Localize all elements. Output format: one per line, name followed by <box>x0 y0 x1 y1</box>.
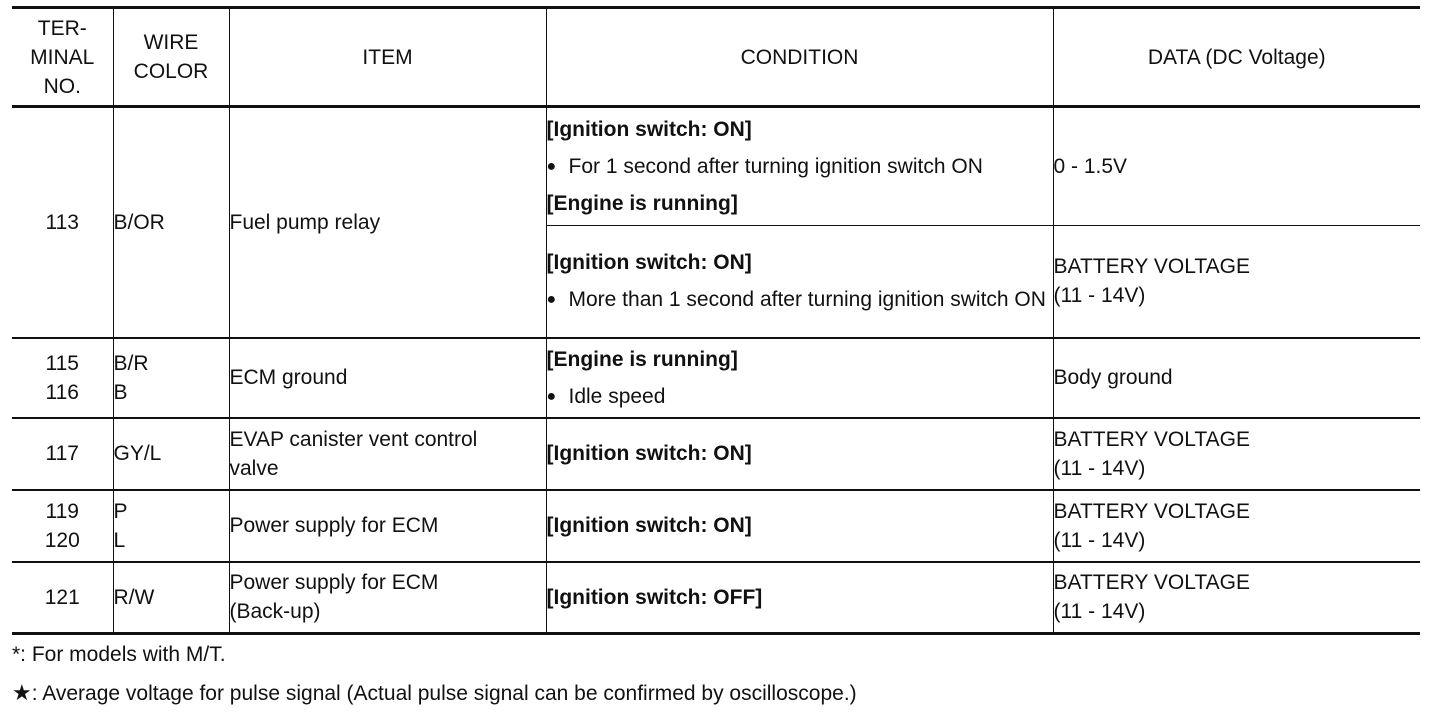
table-row <box>12 338 1420 418</box>
data-cell: BATTERY VOLTAGE (11 - 14V) <box>1053 490 1420 562</box>
bullet-dot-icon: ● <box>546 291 557 309</box>
table-footnotes <box>12 640 857 709</box>
condition-title: [Engine is running] <box>546 347 738 371</box>
wire-color-cell: R/W <box>113 562 229 634</box>
footnote-star: ★: Average voltage for pulse signal (Actual pulse signal can be confirmed by oscilloscope.) <box>12 680 857 705</box>
condition-bullet: ● More than 1 second after turning ignition switch ON <box>547 285 1053 314</box>
wire-color-cell: B/OR <box>113 107 229 338</box>
data-cell: Body ground <box>1053 338 1420 418</box>
condition-cell <box>546 226 1053 338</box>
table-row <box>12 562 1420 634</box>
data-cell: BATTERY VOLTAGE (11 - 14V) <box>1053 226 1420 338</box>
condition-title: [Ignition switch: ON] <box>546 442 752 465</box>
condition-cell <box>546 107 1053 226</box>
condition-cell <box>546 490 1053 562</box>
bullet-dot-icon: ● <box>546 387 557 405</box>
condition-bullet: ● Idle speed <box>547 382 1053 411</box>
header-data: DATA (DC Voltage) <box>1053 8 1420 107</box>
condition-bullet: ● For 1 second after turning ignition switch ON <box>547 152 1053 181</box>
wire-color-cell: P L <box>113 490 229 562</box>
footnote-asterisk: *: For models with M/T. <box>12 643 226 666</box>
condition-title: [Ignition switch: ON] <box>546 118 752 141</box>
item-cell: Power supply for ECM <box>229 490 546 562</box>
bullet-dot-icon: ● <box>546 158 557 175</box>
header-wire-color: WIRE COLOR <box>113 8 229 107</box>
condition-title: [Ignition switch: OFF] <box>546 585 763 609</box>
item-cell: Fuel pump relay <box>229 107 546 338</box>
table-row <box>12 490 1420 562</box>
data-cell: 0 - 1.5V <box>1053 107 1420 226</box>
item-cell: Power supply for ECM (Back-up) <box>229 562 546 634</box>
table-header-row <box>12 8 1420 107</box>
condition-cell <box>546 338 1053 418</box>
terminal-no-cell: 113 <box>12 107 113 338</box>
item-cell: EVAP canister vent control valve <box>229 418 546 490</box>
header-condition: CONDITION <box>546 8 1053 107</box>
condition-title: [Ignition switch: ON] <box>546 514 752 537</box>
star-icon: ★ <box>12 680 32 705</box>
wire-color-cell: B/R B <box>113 338 229 418</box>
ecm-terminal-table <box>12 6 1420 635</box>
terminal-table-sheet <box>12 6 1420 635</box>
header-terminal-no: TER- MINAL NO. <box>12 8 113 107</box>
condition-cell <box>546 562 1053 634</box>
data-cell: BATTERY VOLTAGE (11 - 14V) <box>1053 418 1420 490</box>
condition-title: [Engine is running] <box>546 192 738 215</box>
condition-title: [Ignition switch: ON] <box>546 251 752 275</box>
item-cell: ECM ground <box>229 338 546 418</box>
terminal-no-cell: 119 120 <box>12 490 113 562</box>
data-cell: BATTERY VOLTAGE (11 - 14V) <box>1053 562 1420 634</box>
wire-color-cell: GY/L <box>113 418 229 490</box>
table-row <box>12 418 1420 490</box>
terminal-no-cell: 121 <box>12 562 113 634</box>
header-item: ITEM <box>229 8 546 107</box>
condition-cell <box>546 418 1053 490</box>
terminal-no-cell: 117 <box>12 418 113 490</box>
table-row <box>12 107 1420 226</box>
terminal-no-cell: 115 116 <box>12 338 113 418</box>
